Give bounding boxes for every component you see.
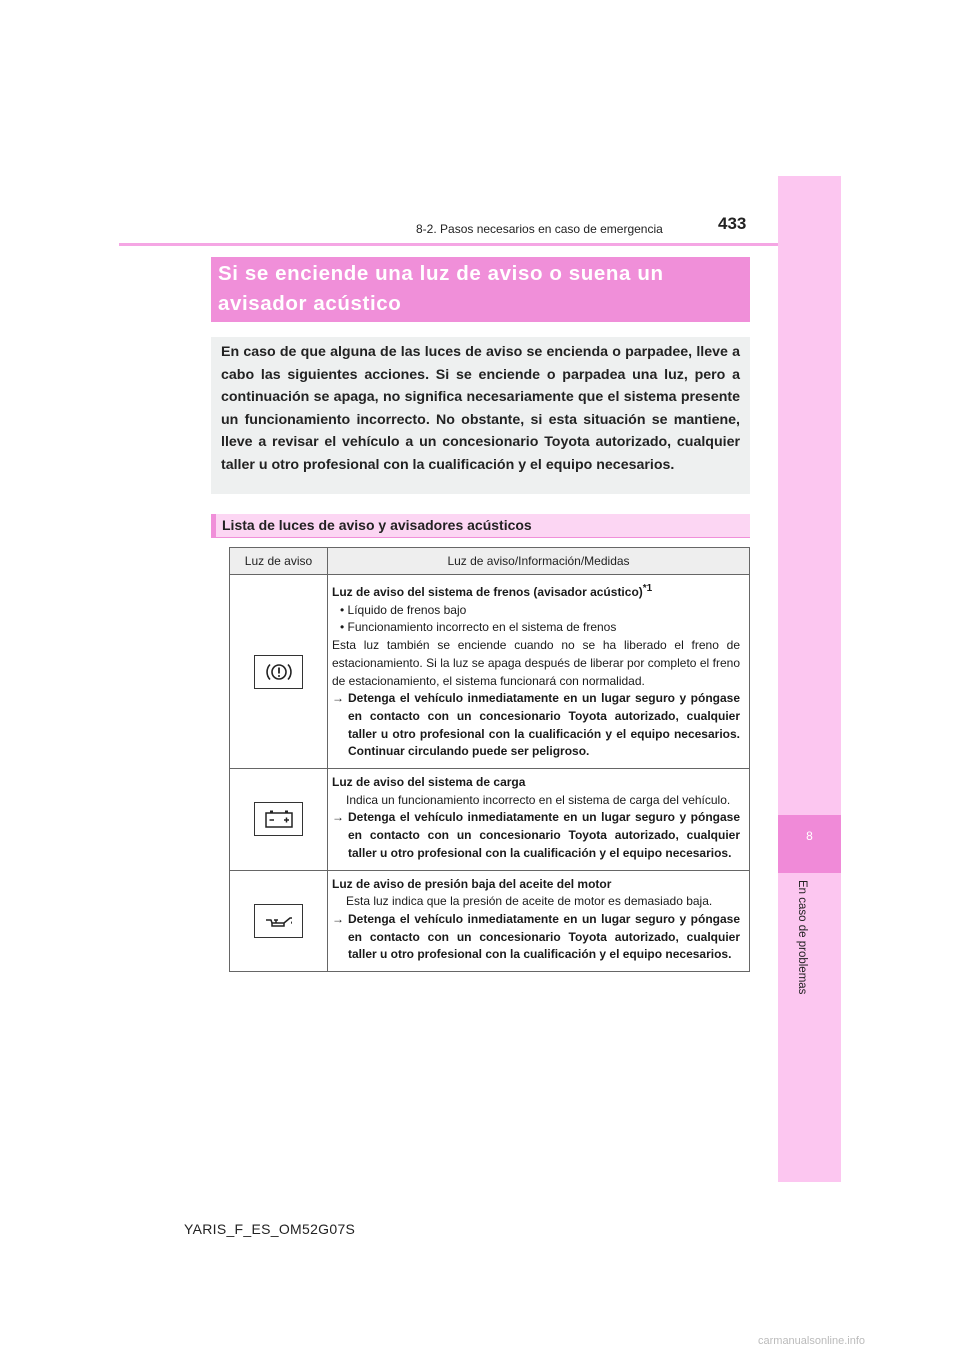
icon-cell	[230, 870, 328, 972]
chapter-number: 8	[806, 829, 813, 843]
footer-doc-code: YARIS_F_ES_OM52G07S	[184, 1221, 356, 1237]
page-title: Si se enciende una luz de aviso o suena un avisador acústico	[218, 262, 664, 315]
table-row	[230, 870, 750, 972]
arrow-icon: →	[332, 911, 344, 926]
footnote-mark: *1	[642, 583, 653, 594]
list-item: • Líquido de frenos bajo	[340, 602, 467, 617]
oil-pressure-icon	[254, 904, 303, 938]
table-row	[230, 769, 750, 871]
warning-description: Esta luz también se enciende cuando no se ha liberado el freno de estacionamiento. Si la luz se apaga después de liberar por completo el freno de estacionamiento, el sistema funcionará con normalidad.	[332, 638, 740, 688]
watermark: carmanualsonline.info	[758, 1335, 866, 1347]
arrow-icon: →	[332, 691, 344, 706]
arrow-icon: →	[332, 810, 344, 825]
table-header-row	[230, 548, 750, 575]
warning-title: Luz de aviso del sistema de carga	[332, 775, 526, 790]
chapter-number-box	[778, 815, 841, 873]
warning-title: Luz de aviso de presión baja del aceite del motor	[332, 876, 612, 891]
list-item: • Funcionamiento incorrecto en el sistema de frenos	[340, 620, 617, 635]
subsection-title: Lista de luces de aviso y avisadores acústicos	[222, 517, 532, 533]
warning-action: → Detenga el vehículo inmediatamente en un lugar seguro y póngase en contacto con un concesionario Toyota autorizado, cualquier taller u otro profesional con la cualificación y el equipo necesarios.	[332, 809, 740, 862]
info-cell	[328, 870, 750, 972]
chapter-label: En caso de problemas	[796, 880, 808, 995]
warning-action: → Detenga el vehículo inmediatamente en un lugar seguro y póngase en contacto con un concesionario Toyota autorizado, cualquier taller u otro profesional con la cualificación y el equipo necesarios.	[332, 911, 740, 964]
info-cell	[328, 575, 750, 769]
table-row	[230, 575, 750, 769]
warning-action: → Detenga el vehículo inmediatamente en un lugar seguro y póngase en contacto con un concesionario Toyota autorizado, cualquier taller u otro profesional con la cualificación y el equipo necesarios. Continuar circulando puede ser peligroso.	[332, 690, 740, 761]
warning-lights-table	[229, 547, 750, 972]
icon-cell	[230, 769, 328, 871]
header-rule	[119, 243, 778, 246]
warning-description: Indica un funcionamiento incorrecto en el sistema de carga del vehículo.	[346, 792, 731, 807]
brake-warning-icon	[254, 655, 303, 689]
battery-icon	[254, 802, 303, 836]
column-header-light: Luz de aviso	[230, 548, 328, 575]
info-cell	[328, 769, 750, 871]
intro-text: En caso de que alguna de las luces de aviso se encienda o parpadee, lleve a cabo las siguientes acciones. Si se enciende o parpadea una luz, pero a continuación se apaga, no significa necesariamente que el sistema presente un funcionamiento incorrecto. No obstante, si esta situación se mantiene, lleve a revisar el vehículo a un concesionario Toyota autorizado, cualquier taller u otro profesional con la cualificación y el equipo necesarios.	[221, 344, 740, 473]
page-number: 433	[718, 214, 747, 233]
warning-title: Luz de aviso del sistema de frenos (avisador acústico)$^{*1}$	[332, 583, 653, 599]
header-section: 8-2. Pasos necesarios en caso de emergencia	[416, 222, 663, 236]
warning-description: Esta luz indica que la presión de aceite de motor es demasiado baja.	[346, 894, 713, 909]
icon-cell	[230, 575, 328, 769]
column-header-info: Luz de aviso/Información/Medidas	[328, 548, 750, 575]
subsection-rule	[211, 537, 750, 538]
